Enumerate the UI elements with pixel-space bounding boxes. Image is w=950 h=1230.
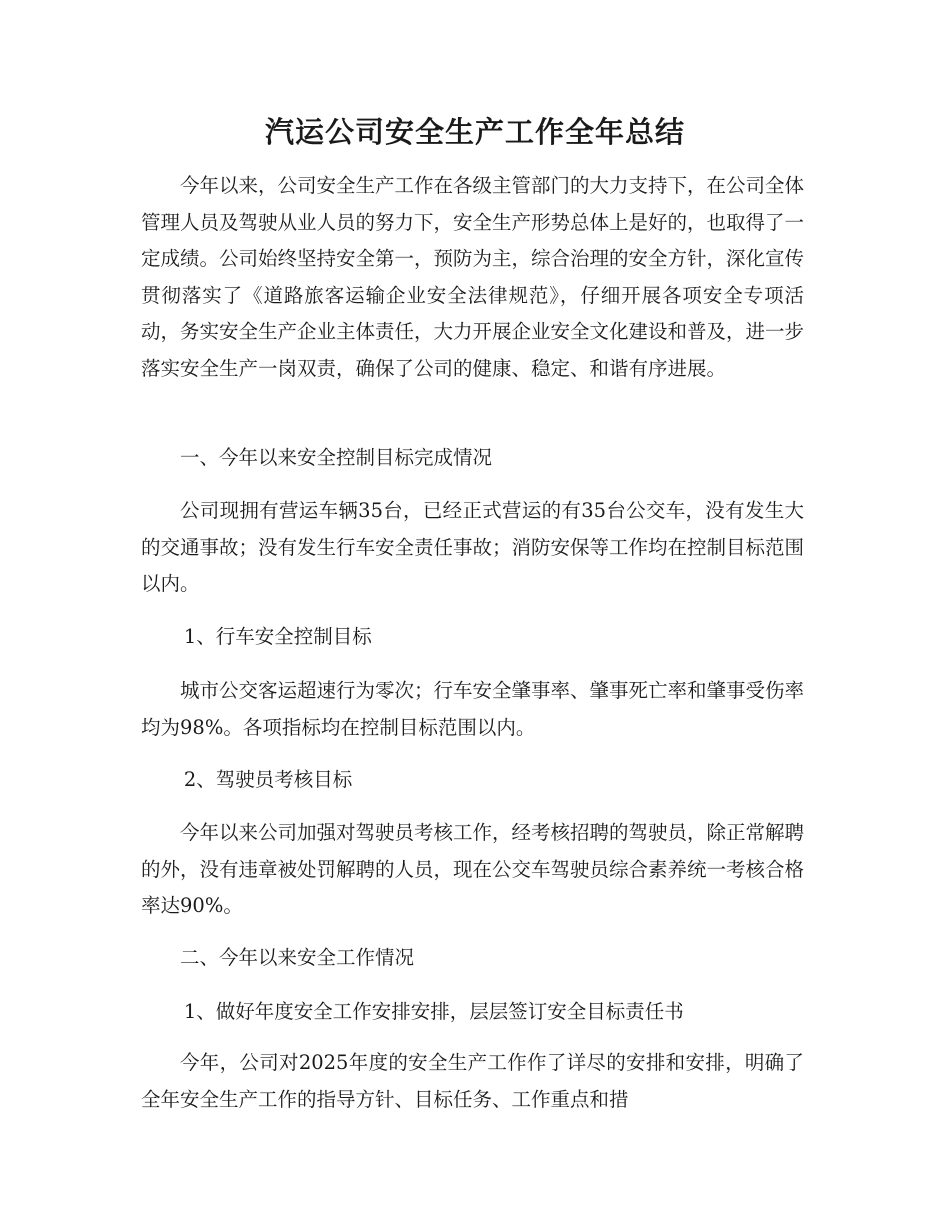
section-1-heading: 一、今年以来安全控制目标完成情况 <box>180 446 493 469</box>
section-2-heading: 二、今年以来安全工作情况 <box>180 946 415 969</box>
subsection-3-body: 今年，公司对2025年度的安全生产工作作了详尽的安排和安排，明确了全年安全生产工作的指导方针、目标任务、工作重点和措 <box>141 1051 804 1111</box>
subsection-1-body: 城市公交客运超速行为零次；行车安全肇事率、肇事死亡率和肇事受伤率均为98%。各项指标均在控制目标范围以内。 <box>141 679 805 739</box>
intro-paragraph: 今年以来，公司安全生产工作在各级主管部门的大力支持下，在公司全体管理人员及驾驶从业人员的努力下，安全生产形势总体上是好的，也取得了一定成绩。公司始终坚持安全第一，预防为主，综合治理的安全方针，深化宣传贯彻落实了《道路旅客运输企业安全法律规范》，仔细开展各项安全专项活动，务实安全生产企业主体责任，大力开展企业安全文化建设和普及，进一步落实安全生产一岗双责，确保了公司的健康、稳定、和谐有序进展。 <box>141 174 805 380</box>
document-title: 汽运公司安全生产工作全年总结 <box>264 115 685 149</box>
subsection-2-heading: 2、驾驶员考核目标 <box>183 768 353 791</box>
subsection-1-heading: 1、行车安全控制目标 <box>183 625 372 648</box>
subsection-2-body: 今年以来公司加强对驾驶员考核工作，经考核招聘的驾驶员，除正常解聘的外，没有违章被处罚解聘的人员，现在公交车驾驶员综合素养统一考核合格率达90%。 <box>141 821 805 918</box>
subsection-3-heading: 1、做好年度安全工作安排安排，层层签订安全目标责任书 <box>183 1000 684 1023</box>
section-1-body: 公司现拥有营运车辆35台，已经正式营运的有35台公交车，没有发生大的交通事故；没有发生行车安全责任事故；消防安保等工作均在控制目标范围以内。 <box>141 499 805 596</box>
